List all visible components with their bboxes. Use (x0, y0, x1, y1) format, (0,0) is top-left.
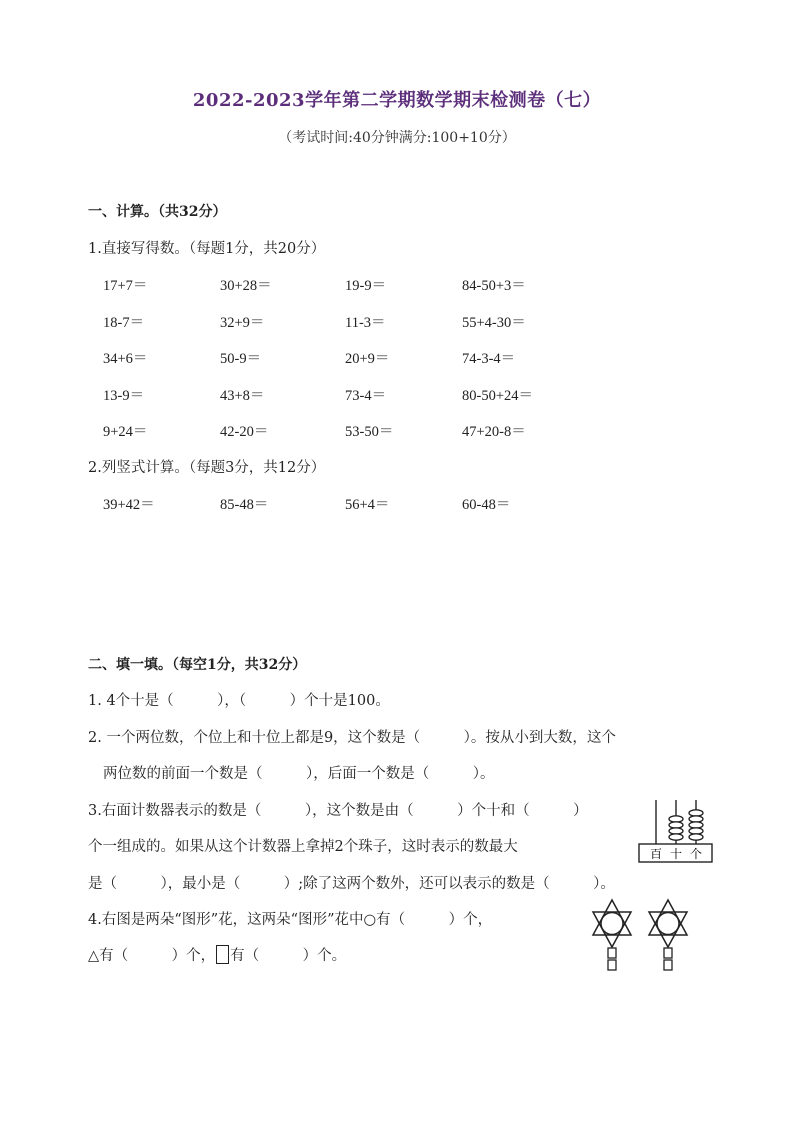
abacus-label-tens: 十 (669, 847, 683, 861)
problem: 53-50＝ (345, 424, 394, 440)
problem: 11-3＝ (345, 314, 386, 331)
problem: 55+4-30＝ (462, 314, 526, 331)
problem: 18-7＝ (103, 314, 145, 331)
problem: 30+28＝ (220, 278, 272, 294)
problem: 13-9＝ (103, 387, 145, 404)
grid-row (103, 493, 623, 530)
problem: 43+8＝ (220, 387, 265, 404)
problem: 74-3-4＝ (462, 351, 516, 367)
grid-row (103, 311, 623, 348)
fill-q4-text-b: 有（ ）个。 (230, 948, 347, 964)
grid-row (103, 347, 623, 384)
problem: 85-48＝ (220, 497, 269, 513)
problem: 84-50+3＝ (462, 278, 526, 294)
abacus-label-hundreds: 百 (649, 847, 663, 861)
mental-math-grid (103, 274, 623, 457)
shape-flower-icon (584, 898, 640, 974)
fill-q3-line3: 是（ ），最小是（ ）;除了这两个数外，还可以表示的数是（ ）。 (88, 876, 615, 892)
problem: 9+24＝ (103, 424, 148, 440)
problem: 73-4＝ (345, 387, 387, 404)
page-subtitle: （考试时间:40分钟满分:100+10分） (278, 130, 516, 146)
problem: 17+7＝ (103, 278, 148, 294)
grid-row (103, 420, 623, 457)
fill-q4-line2 (88, 944, 346, 965)
fill-q4-line1: 4.右图是两朵“图形”花，这两朵“图形”花中○有（ ）个， (88, 912, 493, 928)
problem: 56+4＝ (345, 497, 390, 513)
section1-heading: 一、计算。（共32分） (88, 204, 227, 220)
fill-q3-line1: 3.右面计数器表示的数是（ ），这个数是由（ ）个十和（ ） (88, 803, 588, 819)
problem: 60-48＝ (462, 497, 511, 513)
grid-row (103, 274, 623, 311)
shape-flower-icon (640, 898, 696, 974)
problem: 19-9＝ (345, 278, 387, 294)
problem: 34+6＝ (103, 351, 148, 367)
fill-q2-line1: 2. 一个两位数，个位上和十位上都是9，这个数是（ ）。按从小到大数，这个 (88, 730, 616, 746)
grid-row (103, 384, 623, 421)
problem: 80-50+24＝ (462, 387, 534, 404)
vertical-calc-row (103, 493, 623, 530)
page-title: 2022-2023学年第二学期数学期末检测卷（七） (192, 90, 602, 111)
problem: 32+9＝ (220, 314, 265, 331)
problem: 47+20-8＝ (462, 424, 526, 440)
problem: 20+9＝ (345, 351, 390, 367)
q1-label: 1.直接写得数。（每题1分，共20分） (88, 241, 326, 257)
fill-q3-line2: 个一组成的。如果从这个计数器上拿掉2个珠子，这时表示的数最大 (88, 839, 518, 855)
problem: 50-9＝ (220, 351, 262, 367)
fill-q2-line2: 两位数的前面一个数是（ ），后面一个数是（ ）。 (103, 766, 495, 782)
problem: 42-20＝ (220, 424, 269, 440)
q2-label: 2.列竖式计算。（每题3分，共12分） (88, 460, 326, 476)
abacus-counter-icon (638, 796, 714, 864)
abacus-label-ones: 个 (689, 847, 703, 861)
fill-q1: 1. 4个十是（ ），（ ）个十是100。 (88, 693, 390, 709)
section2-heading: 二、填一填。（每空1分，共32分） (88, 657, 307, 673)
rectangle-symbol-icon (216, 945, 229, 964)
problem: 39+42＝ (103, 497, 155, 513)
fill-q4-text-a: △有（ ）个， (88, 948, 216, 964)
